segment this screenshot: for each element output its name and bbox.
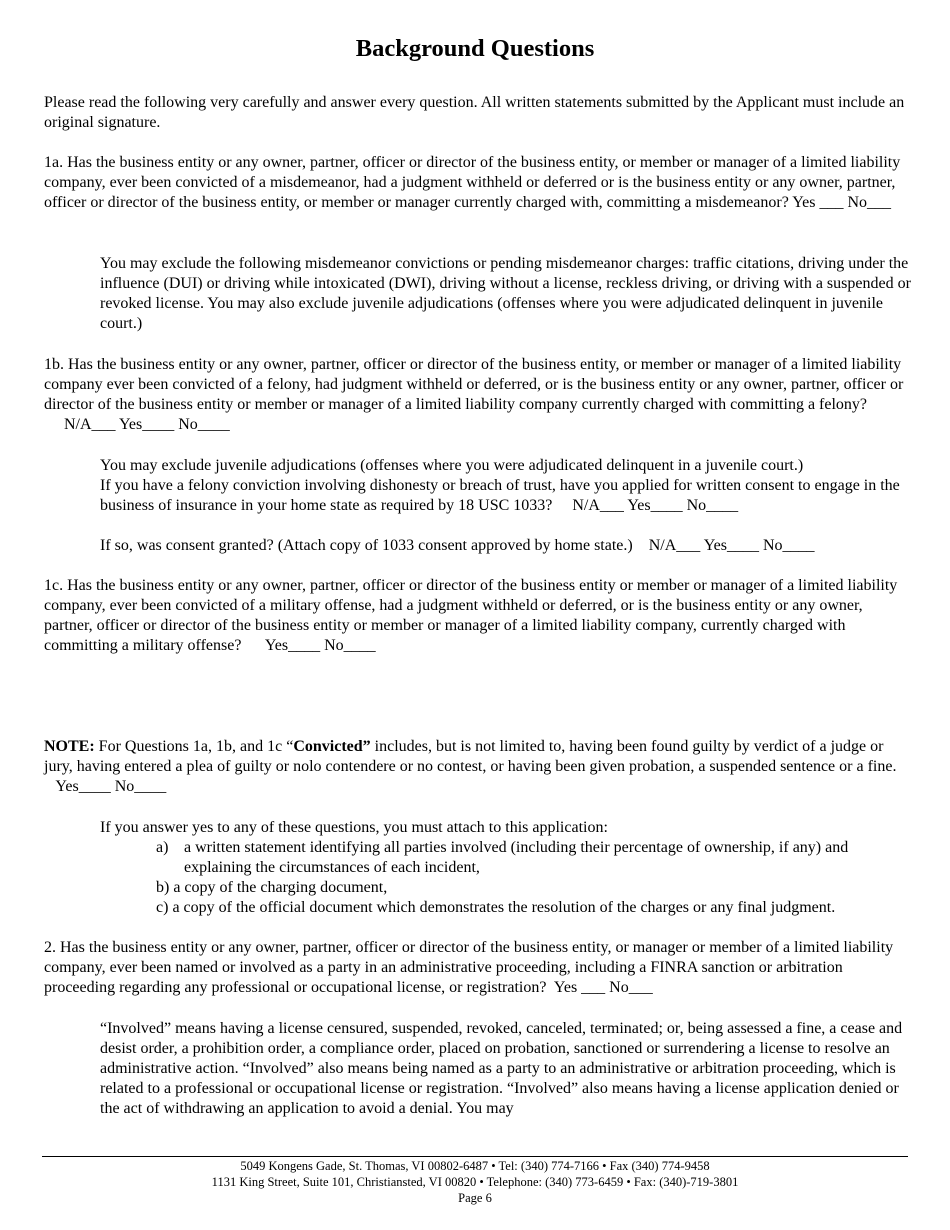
- attach-intro: If you answer yes to any of these questions, you must attach to this application:: [100, 819, 608, 836]
- question-1b-answer[interactable]: N/A___ Yes____ No____: [44, 416, 230, 433]
- question-1b-granted: [100, 536, 915, 556]
- question-1a: [44, 153, 914, 213]
- attach-item-b: [156, 878, 387, 898]
- footer-address-christiansted: 1131 King Street, Suite 101, Christiansted, VI 00820 • Telephone: (340) 773-6459 • Fax: (340)-719-3801: [211, 1175, 739, 1189]
- question-1a-answer[interactable]: Yes ___ No___: [788, 194, 892, 211]
- note-paragraph: [44, 737, 914, 797]
- intro-paragraph: [44, 93, 914, 133]
- question-1b-exclusion-text: You may exclude juvenile adjudications (offenses where you were adjudicated delinquent in a juvenile court.): [100, 457, 804, 474]
- question-1b: [44, 355, 914, 435]
- footer-address-st-thomas: 5049 Kongens Gade, St. Thomas, VI 00802-6487 • Tel: (340) 774-7166 • Fax (340) 774-9458: [240, 1159, 710, 1173]
- attach-item-c-text: a copy of the official document which demonstrates the resolution of the charges or any final judgment.: [172, 899, 836, 916]
- question-1b-granted-text: If so, was consent granted? (Attach copy of 1033 consent approved by home state.): [100, 537, 633, 554]
- question-1b-granted-answer[interactable]: N/A___ Yes____ No____: [632, 537, 815, 554]
- involved-definition: “Involved” means having a license censured, suspended, revoked, canceled, terminated; or, being assessed a fine, a cease and desist order, a prohibition order, a compliance order, placed on probation, sanctioned or surrendering a license to resolve an administrative action. “Involved” also means being named as a party to an administrative or arbitration proceeding, which is related to a professional or occupational license or registration. “Involved” also means having a license application denied or the act of withdrawing an application to avoid a denial. You may: [100, 1020, 903, 1117]
- question-1c-answer[interactable]: Yes____ No____: [241, 637, 376, 654]
- question-2-text: 2. Has the business entity or any owner, partner, officer or director of the business entity, or manager or member of a limited liability company, ever been named or involved as a party in an administrative proceeding, including a FINRA sanction or arbitration proceeding regarding any professional or occupational license, or registration?: [44, 939, 894, 996]
- question-1b-consent-answer[interactable]: N/A___ Yes____ No____: [552, 497, 739, 514]
- question-1a-exclusion: [100, 254, 915, 334]
- question-2: [44, 938, 914, 998]
- note-convicted-term: Convicted”: [293, 738, 371, 755]
- question-1b-consent-text: If you have a felony conviction involving dishonesty or breach of trust, have you applied for written consent to engage in the business of insurance in your home state as required by 18 USC 1033?: [100, 477, 900, 514]
- attach-item-a-marker: a): [156, 839, 169, 856]
- question-1c: [44, 576, 914, 656]
- attach-item-b-marker: b): [156, 879, 170, 896]
- question-1b-text: 1b. Has the business entity or any owner, partner, officer or director of the business entity, or member or manager of a limited liability company ever been convicted of a felony, had judgment withheld or deferred, or is the business entity or any owner, partner, officer or director of the business entity or member or manager of a limited liability company currently charged with committing a felony?: [44, 356, 904, 413]
- question-1a-exclusion-text: You may exclude the following misdemeanor convictions or pending misdemeanor charges: traffic citations, driving under the influence (DUI) or driving while intoxicated (DWI), driving without a license, reckless driving, or driving with a suspended or revoked license. You may also exclude juvenile adjudications (offenses where you were adjudicated delinquent in juvenile court.): [100, 255, 911, 332]
- attach-item-c-marker: c): [156, 899, 169, 916]
- note-answer[interactable]: Yes____ No____: [44, 778, 167, 795]
- note-label: NOTE:: [44, 738, 95, 755]
- attach-item-b-text: a copy of the charging document,: [173, 879, 388, 896]
- question-1c-text: 1c. Has the business entity or any owner, partner, officer or director of the business entity or member or manager of a limited liability company, ever been convicted of a military offense, had a judgment withheld or deferred, or is the business entity or any owner, partner, officer or director of the business entity or member or manager of a limited liability company, currently charged with committing a military offense?: [44, 577, 898, 654]
- page-number: Page 6: [458, 1191, 492, 1205]
- intro-text: Please read the following very carefully and answer every question. All written statements submitted by the Applicant must include an original signature.: [44, 94, 905, 131]
- question-2-answer[interactable]: Yes ___ No___: [546, 979, 653, 996]
- footer-divider: [42, 1156, 908, 1157]
- page-title: Background Questions: [355, 35, 595, 62]
- note-pre: For Questions 1a, 1b, and 1c “: [94, 738, 294, 755]
- question-1b-consent: [100, 456, 915, 516]
- attach-item-a-text: a written statement identifying all parties involved (including their percentage of ownership, if any) and explaining the circumstances of each incident,: [184, 839, 849, 876]
- attach-item-c: [156, 898, 835, 918]
- note-post: includes, but is not limited to, having been found guilty by verdict of a judge or jury, having entered a plea of guilty or nolo contendere or no contest, or having been given probation, a suspended sentence or a fine.: [44, 738, 897, 775]
- question-1a-text: 1a. Has the business entity or any owner, partner, officer or director of the business entity, or member or manager of a limited liability company, ever been convicted of a misdemeanor, had a judgment withheld or deferred or is the business entity or any owner, partner, officer or director of the business entity, or member or manager currently charged with, committing a misdemeanor?: [44, 154, 901, 211]
